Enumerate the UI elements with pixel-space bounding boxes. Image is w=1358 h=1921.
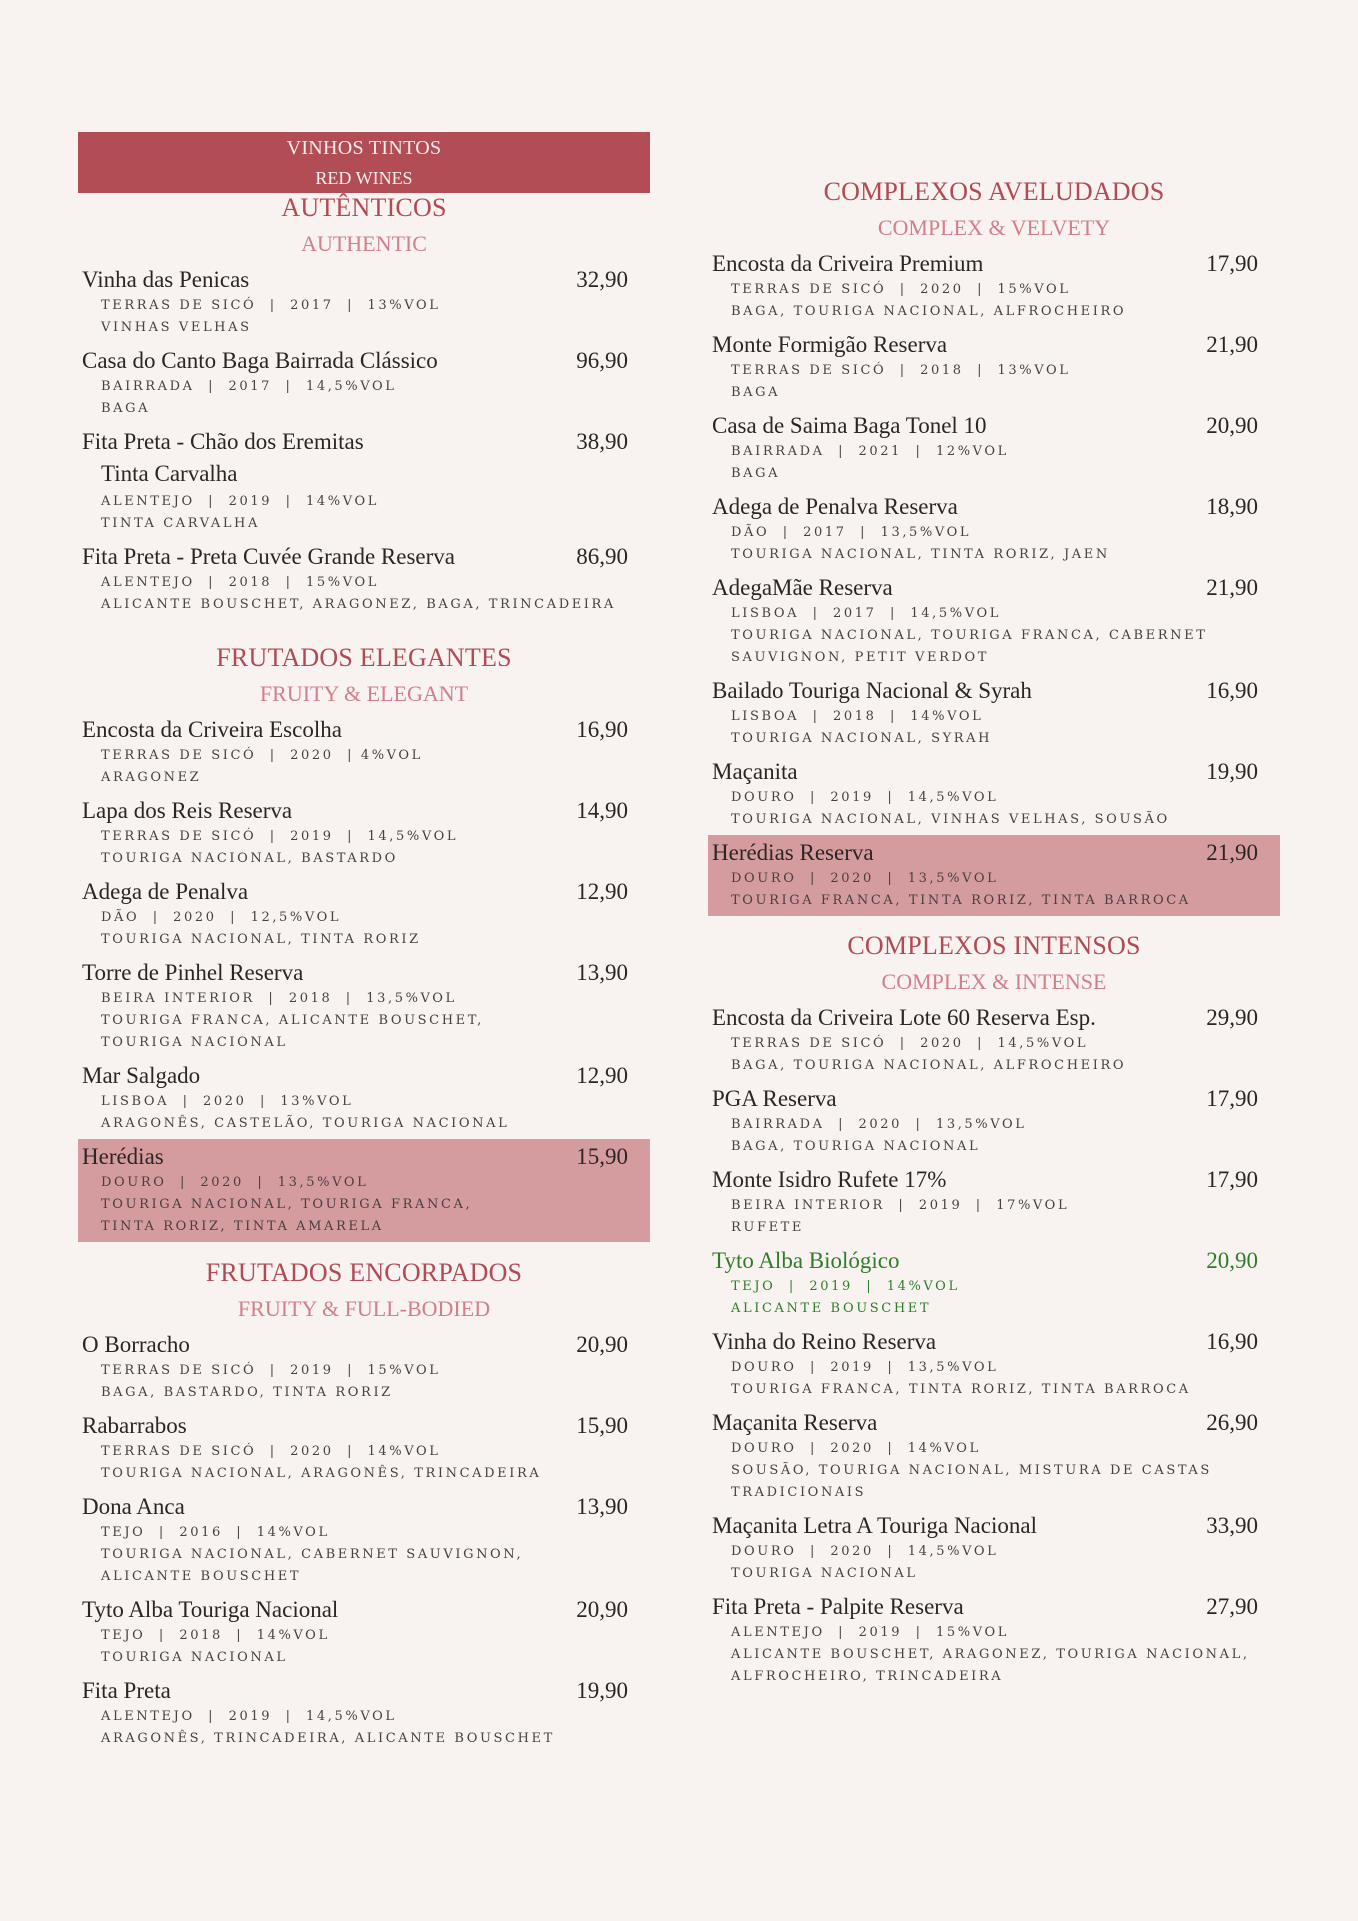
wine-meta: TERRAS DE SICÓ | 2018 | 13%VOL bbox=[731, 363, 1071, 378]
wine-name: Casa do Canto Baga Bairrada Clássico bbox=[82, 348, 438, 373]
wine-grapes: TINTA CARVALHA bbox=[101, 516, 260, 531]
wine-item bbox=[708, 673, 1280, 754]
wine-price: 15,90 bbox=[576, 1144, 628, 1169]
wine-grapes: VINHAS VELHAS bbox=[101, 320, 252, 335]
wine-meta: TERRAS DE SICÓ | 2020 | 4%VOL bbox=[101, 748, 423, 763]
wine-item bbox=[78, 1592, 650, 1673]
wine-name-line bbox=[82, 1329, 646, 1360]
section-frutados-elegantes bbox=[78, 640, 650, 1242]
wine-name: Torre de Pinhel Reserva bbox=[82, 960, 304, 985]
wine-name-line bbox=[82, 264, 646, 295]
wine-name-line bbox=[712, 1002, 1276, 1033]
wine-item bbox=[78, 1139, 650, 1242]
wine-grapes: TOURIGA NACIONAL bbox=[101, 1650, 288, 1665]
wine-grapes: TOURIGA NACIONAL, TINTA RORIZ, JAEN bbox=[731, 547, 1110, 562]
section-subtitle: AUTHENTIC bbox=[301, 231, 427, 256]
wine-grapes: BAGA, TOURIGA NACIONAL, ALFROCHEIRO bbox=[731, 304, 1127, 319]
wine-name: Herédias Reserva bbox=[712, 840, 874, 865]
wine-name-line bbox=[82, 876, 646, 907]
wine-name: O Borracho bbox=[82, 1332, 190, 1357]
wine-item bbox=[78, 793, 650, 874]
wine-price: 96,90 bbox=[576, 348, 628, 373]
wine-grapes: TOURIGA NACIONAL, BASTARDO bbox=[101, 851, 398, 866]
wine-item bbox=[78, 712, 650, 793]
wine-name-line bbox=[82, 714, 646, 745]
wine-price: 20,90 bbox=[576, 1332, 628, 1357]
wine-name-line bbox=[712, 1591, 1276, 1622]
wine-name: Rabarrabos bbox=[82, 1413, 187, 1438]
wine-item bbox=[708, 1243, 1280, 1324]
wine-meta: TERRAS DE SICÓ | 2020 | 14,5%VOL bbox=[731, 1036, 1089, 1051]
wine-price: 32,90 bbox=[576, 267, 628, 292]
wine-item bbox=[78, 1673, 650, 1754]
wine-name: Fita Preta bbox=[82, 1678, 171, 1703]
wine-price: 21,90 bbox=[1206, 575, 1258, 600]
wine-price: 33,90 bbox=[1206, 1513, 1258, 1538]
wine-grapes: TOURIGA FRANCA, ALICANTE BOUSCHET, TOURIGA NACIONAL bbox=[101, 1013, 484, 1050]
wine-grapes: TOURIGA NACIONAL, TOURIGA FRANCA, TINTA RORIZ, TINTA AMARELA bbox=[101, 1197, 473, 1234]
wine-item bbox=[78, 1058, 650, 1139]
wine-price: 16,90 bbox=[1206, 1329, 1258, 1354]
wine-name-line bbox=[82, 1141, 646, 1172]
wine-item bbox=[708, 489, 1280, 570]
wine-meta: ALENTEJO | 2019 | 14,5%VOL bbox=[101, 1709, 397, 1724]
wine-name-line bbox=[82, 795, 646, 826]
wine-name: Encosta da Criveira Escolha bbox=[82, 717, 342, 742]
wine-price: 29,90 bbox=[1206, 1005, 1258, 1030]
wine-price: 20,90 bbox=[576, 1597, 628, 1622]
wine-grapes: TOURIGA NACIONAL, ARAGONÊS, TRINCADEIRA bbox=[101, 1466, 542, 1481]
wine-name-line bbox=[712, 491, 1276, 522]
wine-grapes: BAGA, BASTARDO, TINTA RORIZ bbox=[101, 1385, 393, 1400]
wine-name: Tyto Alba Touriga Nacional bbox=[82, 1597, 339, 1622]
wine-item bbox=[78, 955, 650, 1058]
wine-name: Vinha das Penicas bbox=[82, 267, 250, 292]
wine-price: 13,90 bbox=[576, 960, 628, 985]
section-subtitle: FRUITY & FULL-BODIED bbox=[237, 1296, 491, 1321]
wine-price: 12,90 bbox=[576, 879, 628, 904]
wine-name: Tyto Alba Biológico bbox=[712, 1248, 900, 1273]
wine-grapes: BAGA, TOURIGA NACIONAL bbox=[731, 1139, 981, 1154]
wine-name-line bbox=[82, 957, 646, 988]
wine-name-line bbox=[712, 675, 1276, 706]
wine-meta: DOURO | 2020 | 14,5%VOL bbox=[731, 1544, 999, 1559]
wine-name-line bbox=[712, 1407, 1276, 1438]
wine-meta: ALENTEJO | 2019 | 14%VOL bbox=[101, 494, 379, 509]
wine-grapes: ALICANTE BOUSCHET bbox=[731, 1301, 932, 1316]
wine-grapes: RUFETE bbox=[731, 1220, 805, 1235]
wine-grapes: BAGA bbox=[101, 401, 151, 416]
wine-meta: DOURO | 2019 | 14,5%VOL bbox=[731, 790, 999, 805]
wine-price: 21,90 bbox=[1206, 332, 1258, 357]
section-title: AUTÊNTICOS bbox=[281, 193, 447, 222]
wine-grapes: TOURIGA NACIONAL, TOURIGA FRANCA, CABERNET SAUVIGNON, PETIT VERDOT bbox=[731, 628, 1208, 665]
wine-name-line bbox=[82, 1060, 646, 1091]
wine-name: Monte Isidro Rufete 17% bbox=[712, 1167, 947, 1192]
wine-grapes: SOUSÃO, TOURIGA NACIONAL, MISTURA DE CASTAS TRADICIONAIS bbox=[731, 1463, 1212, 1500]
wine-name-line bbox=[82, 345, 646, 376]
wine-item bbox=[78, 874, 650, 955]
wine-name-line bbox=[712, 1164, 1276, 1195]
wine-meta: ALENTEJO | 2019 | 15%VOL bbox=[731, 1625, 1009, 1640]
section-title: COMPLEXOS INTENSOS bbox=[847, 931, 1141, 960]
wine-price: 17,90 bbox=[1206, 251, 1258, 276]
wine-name: Maçanita bbox=[712, 759, 798, 784]
wine-price: 38,90 bbox=[576, 429, 628, 454]
wine-name-line bbox=[712, 329, 1276, 360]
wine-price: 20,90 bbox=[1206, 413, 1258, 438]
wine-grapes: TOURIGA NACIONAL, CABERNET SAUVIGNON, ALICANTE BOUSCHET bbox=[101, 1547, 524, 1584]
wine-item bbox=[78, 1489, 650, 1592]
wine-item bbox=[708, 246, 1280, 327]
wine-meta: BAIRRADA | 2017 | 14,5%VOL bbox=[101, 379, 397, 394]
wine-meta: BEIRA INTERIOR | 2019 | 17%VOL bbox=[731, 1198, 1070, 1213]
section-autenticos bbox=[78, 190, 650, 620]
wine-meta: DOURO | 2020 | 14%VOL bbox=[731, 1441, 981, 1456]
wine-name: Vinha do Reino Reserva bbox=[712, 1329, 937, 1354]
wine-name-line bbox=[82, 1410, 646, 1441]
wine-name-line bbox=[712, 756, 1276, 787]
wine-meta: TERRAS DE SICÓ | 2019 | 15%VOL bbox=[101, 1363, 441, 1378]
wine-meta: LISBOA | 2018 | 14%VOL bbox=[731, 709, 984, 724]
wine-item bbox=[708, 1405, 1280, 1508]
wine-name: Casa de Saima Baga Tonel 10 bbox=[712, 413, 987, 438]
wine-grapes: ARAGONÊS, TRINCADEIRA, ALICANTE BOUSCHET bbox=[101, 1731, 555, 1746]
wine-meta: TEJO | 2018 | 14%VOL bbox=[101, 1628, 330, 1643]
wine-price: 17,90 bbox=[1206, 1086, 1258, 1111]
wine-name-continued: Tinta Carvalha bbox=[101, 461, 238, 486]
wine-meta: DOURO | 2020 | 13,5%VOL bbox=[731, 871, 999, 886]
wine-price: 86,90 bbox=[576, 544, 628, 569]
section-frutados-encorpados bbox=[78, 1255, 650, 1754]
wine-grapes: TOURIGA NACIONAL bbox=[731, 1566, 918, 1581]
wine-name: Bailado Touriga Nacional & Syrah bbox=[712, 678, 1032, 703]
wine-meta: DOURO | 2019 | 13,5%VOL bbox=[731, 1360, 999, 1375]
wine-name-line bbox=[82, 1594, 646, 1625]
wine-price: 19,90 bbox=[576, 1678, 628, 1703]
wine-name-line bbox=[82, 541, 646, 572]
wine-name: Herédias bbox=[82, 1144, 164, 1169]
wine-name: PGA Reserva bbox=[712, 1086, 837, 1111]
wine-item bbox=[78, 343, 650, 424]
wine-price: 20,90 bbox=[1206, 1248, 1258, 1273]
wine-item bbox=[78, 424, 650, 539]
wine-price: 18,90 bbox=[1206, 494, 1258, 519]
wine-price: 26,90 bbox=[1206, 1410, 1258, 1435]
wine-name-line bbox=[712, 572, 1276, 603]
wine-price: 15,90 bbox=[576, 1413, 628, 1438]
wine-grapes: ALICANTE BOUSCHET, ARAGONEZ, TOURIGA NACIONAL, ALFROCHEIRO, TRINCADEIRA bbox=[731, 1647, 1250, 1684]
wine-name: Adega de Penalva Reserva bbox=[712, 494, 958, 519]
section-title: FRUTADOS ELEGANTES bbox=[216, 643, 512, 672]
wine-item bbox=[78, 262, 650, 343]
wine-price: 17,90 bbox=[1206, 1167, 1258, 1192]
wine-name: Fita Preta - Chão dos Eremitas bbox=[82, 429, 364, 454]
wine-item bbox=[708, 1081, 1280, 1162]
wine-grapes: BAGA, TOURIGA NACIONAL, ALFROCHEIRO bbox=[731, 1058, 1127, 1073]
wine-grapes: BAGA bbox=[731, 466, 781, 481]
wine-price: 13,90 bbox=[576, 1494, 628, 1519]
wine-grapes: ARAGONÊS, CASTELÃO, TOURIGA NACIONAL bbox=[101, 1116, 510, 1131]
wine-meta: TERRAS DE SICÓ | 2020 | 15%VOL bbox=[731, 282, 1071, 297]
wine-meta: TEJO | 2019 | 14%VOL bbox=[731, 1279, 960, 1294]
wine-item bbox=[708, 1589, 1280, 1692]
banner-title: VINHOS TINTOS bbox=[286, 137, 442, 159]
wine-name-line bbox=[82, 426, 646, 457]
wine-grapes: TOURIGA NACIONAL, TINTA RORIZ bbox=[101, 932, 421, 947]
wine-price: 14,90 bbox=[576, 798, 628, 823]
section-subtitle: FRUITY & ELEGANT bbox=[259, 681, 469, 706]
wine-grapes: TOURIGA NACIONAL, SYRAH bbox=[731, 731, 993, 746]
wine-item bbox=[708, 1324, 1280, 1405]
wine-meta: TERRAS DE SICÓ | 2017 | 13%VOL bbox=[101, 298, 441, 313]
red-wines-banner bbox=[78, 132, 650, 193]
wine-meta: LISBOA | 2020 | 13%VOL bbox=[101, 1094, 354, 1109]
section-title: FRUTADOS ENCORPADOS bbox=[205, 1258, 523, 1287]
wine-name-line bbox=[82, 1491, 646, 1522]
wine-name: Lapa dos Reis Reserva bbox=[82, 798, 293, 823]
wine-item bbox=[708, 835, 1280, 916]
wine-meta: TERRAS DE SICÓ | 2019 | 14,5%VOL bbox=[101, 829, 459, 844]
wine-name: Encosta da Criveira Lote 60 Reserva Esp. bbox=[712, 1005, 1096, 1030]
wine-name: Maçanita Letra A Touriga Nacional bbox=[712, 1513, 1037, 1538]
wine-name-line bbox=[712, 410, 1276, 441]
wine-item bbox=[708, 570, 1280, 673]
wine-name: Dona Anca bbox=[82, 1494, 185, 1519]
wine-grapes: ARAGONEZ bbox=[101, 770, 202, 785]
wine-grapes: TOURIGA NACIONAL, VINHAS VELHAS, SOUSÃO bbox=[731, 812, 1170, 827]
wine-grapes: BAGA bbox=[731, 385, 781, 400]
wine-meta: TERRAS DE SICÓ | 2020 | 14%VOL bbox=[101, 1444, 441, 1459]
wine-price: 16,90 bbox=[1206, 678, 1258, 703]
wine-grapes: ALICANTE BOUSCHET, ARAGONEZ, BAGA, TRINCADEIRA bbox=[101, 597, 616, 612]
wine-name-line bbox=[712, 1083, 1276, 1114]
wine-meta: DOURO | 2020 | 13,5%VOL bbox=[101, 1175, 369, 1190]
wine-meta: LISBOA | 2017 | 14,5%VOL bbox=[731, 606, 1001, 621]
wine-name-line bbox=[712, 1245, 1276, 1276]
wine-name: Fita Preta - Palpite Reserva bbox=[712, 1594, 964, 1619]
wine-item bbox=[708, 408, 1280, 489]
wine-name: AdegaMãe Reserva bbox=[712, 575, 893, 600]
wine-meta: BAIRRADA | 2020 | 13,5%VOL bbox=[731, 1117, 1027, 1132]
wine-meta: DÃO | 2020 | 12,5%VOL bbox=[101, 910, 342, 925]
wine-item bbox=[78, 1327, 650, 1408]
wine-item bbox=[708, 1508, 1280, 1589]
wine-item bbox=[708, 1000, 1280, 1081]
wine-name: Mar Salgado bbox=[82, 1063, 201, 1088]
banner-subtitle: RED WINES bbox=[315, 168, 413, 188]
wine-item bbox=[708, 327, 1280, 408]
wine-price: 19,90 bbox=[1206, 759, 1258, 784]
wine-item bbox=[78, 1408, 650, 1489]
wine-name: Maçanita Reserva bbox=[712, 1410, 878, 1435]
section-complexos-aveludados bbox=[708, 174, 1280, 916]
wine-item bbox=[708, 754, 1280, 835]
wine-name-line bbox=[712, 1510, 1276, 1541]
wine-price: 21,90 bbox=[1206, 840, 1258, 865]
wine-price: 16,90 bbox=[576, 717, 628, 742]
wine-grapes: TOURIGA FRANCA, TINTA RORIZ, TINTA BARROCA bbox=[731, 893, 1191, 908]
section-subtitle: COMPLEX & INTENSE bbox=[881, 969, 1107, 994]
wine-grapes: TOURIGA FRANCA, TINTA RORIZ, TINTA BARROCA bbox=[731, 1382, 1191, 1397]
section-title: COMPLEXOS AVELUDADOS bbox=[823, 177, 1165, 206]
wine-name: Monte Formigão Reserva bbox=[712, 332, 948, 357]
section-complexos-intensos bbox=[708, 928, 1280, 1692]
wine-meta: TEJO | 2016 | 14%VOL bbox=[101, 1525, 330, 1540]
wine-name-line bbox=[82, 1675, 646, 1706]
wine-price: 27,90 bbox=[1206, 1594, 1258, 1619]
wine-name: Fita Preta - Preta Cuvée Grande Reserva bbox=[82, 544, 455, 569]
wine-name-line bbox=[712, 837, 1276, 868]
wine-name: Adega de Penalva bbox=[82, 879, 249, 904]
wine-meta: ALENTEJO | 2018 | 15%VOL bbox=[101, 575, 379, 590]
wine-price: 12,90 bbox=[576, 1063, 628, 1088]
wine-meta: DÃO | 2017 | 13,5%VOL bbox=[731, 525, 972, 540]
wine-name-line bbox=[712, 1326, 1276, 1357]
wine-item bbox=[78, 539, 650, 620]
wine-meta: BEIRA INTERIOR | 2018 | 13,5%VOL bbox=[101, 991, 457, 1006]
wine-meta: BAIRRADA | 2021 | 12%VOL bbox=[731, 444, 1009, 459]
wine-name: Encosta da Criveira Premium bbox=[712, 251, 984, 276]
section-subtitle: COMPLEX & VELVETY bbox=[877, 215, 1111, 240]
wine-item bbox=[708, 1162, 1280, 1243]
wine-name-line bbox=[712, 248, 1276, 279]
